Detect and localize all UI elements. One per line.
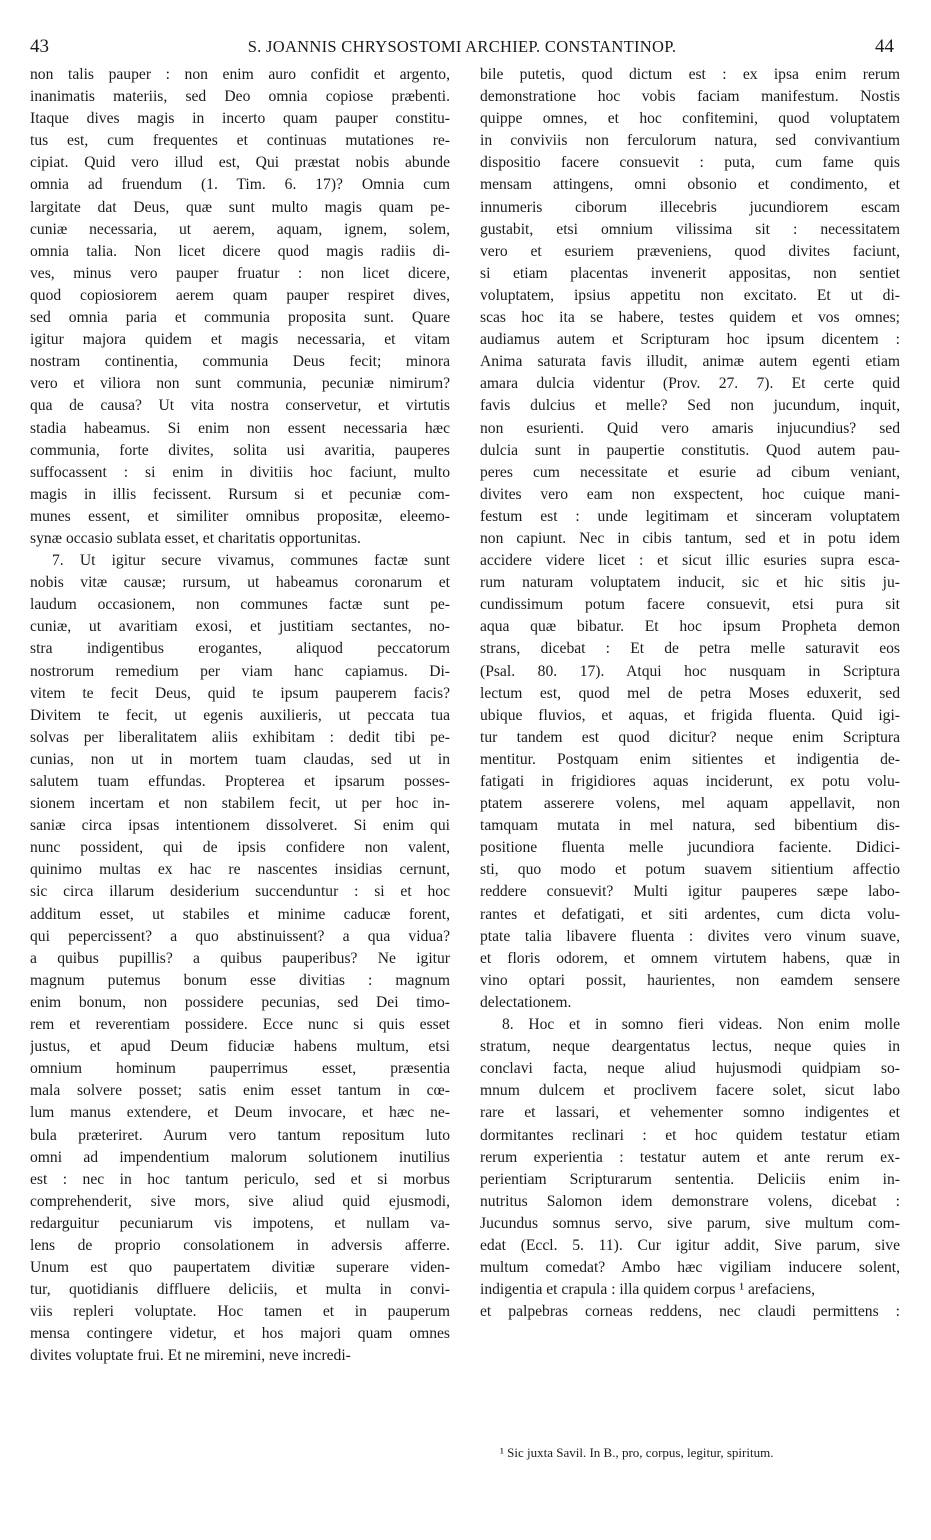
text-line: enim bonum, non possidere pecunias, sed Dei timo-: [30, 993, 450, 1011]
text-line: Jucundus somnus servo, sive parum, sive multum com-: [480, 1214, 900, 1232]
text-line: suffocassent : si enim in divitiis hoc faciunt, multo: [30, 463, 450, 481]
text-line: rare et lassari, et vehementer somno indigentes et: [480, 1104, 900, 1122]
text-line: indigentia et crapula : illa quidem corpus ¹ arefaciens,: [480, 1281, 816, 1299]
text-line: nunc possident, qui de ipsis confidere non valent,: [30, 839, 450, 857]
left-column: [30, 64, 450, 1368]
text-line: peres cum necessitate et esurie ad cibum veniant,: [480, 463, 900, 481]
text-line: Divitem te fecit, ut egenis auxilieris, ut peccata tua: [30, 706, 450, 724]
text-line: omnia ad fruendum (1. Tim. 6. 17)? Omnia cum: [30, 176, 450, 194]
text-line: quinimo multas ex hac re nascentes insidias cernunt,: [30, 861, 450, 879]
page-number-right: 44: [875, 36, 894, 57]
text-line: vero et esuriem præveniens, quod divites faciunt,: [480, 242, 900, 260]
text-line: conclavi facta, neque aliud hujusmodi quidpiam so-: [480, 1060, 900, 1078]
text-line: positione fluenta melle jucundiora faciente. Didici-: [480, 839, 900, 857]
text-line: voluptatem, ipsius appetitu non excitato. Et ut di-: [480, 286, 900, 304]
text-line: 7. Ut igitur secure vivamus, communes factæ sunt: [52, 552, 450, 570]
text-line: nostrorum remedium per viam hanc capiamus. Di-: [30, 662, 450, 680]
text-line: favis dulcius et melle? Sed non jucundum, inquit,: [480, 397, 900, 415]
text-line: ptate talia libavere fluenta : divites vero vinum suave,: [480, 927, 900, 945]
footnote: ¹ Sic juxta Savil. In B., pro, corpus, legitur, spiritum.: [500, 1445, 774, 1460]
text-line: dormitantes reclinari : et hoc quidem testatur etiam: [480, 1126, 900, 1144]
text-line: rantes et defatigati, et siti ardentes, cum dicta volu-: [480, 905, 900, 923]
text-line: nutritus Salomon idem demonstrare volens, dicebat :: [480, 1192, 900, 1210]
text-line: sic circa illarum desiderium succenduntur : si et hoc: [30, 883, 450, 901]
text-line: reddere consuevit? Multi igitur pauperes sæpe labo-: [480, 883, 900, 901]
text-line: bile putetis, quod dictum est : ex ipsa enim rerum: [480, 66, 900, 83]
page-header: [30, 36, 894, 60]
text-line: quod copiosiorem aerem quam pauper respiret dives,: [30, 286, 450, 304]
text-line: est : nec in hoc tantum periculo, sed et si morbus: [30, 1170, 450, 1188]
text-line: solvas per liberalitatem aliis exhibitam : dedit tibi pe-: [30, 728, 450, 746]
text-line: stadia habeamus. Si enim non essent necessaria hæc: [30, 419, 450, 437]
text-line: multum comedat? Ambo hæc vigiliam inducere solent,: [480, 1259, 900, 1277]
text-line: nostram continentia, communia Deus fecit; minora: [30, 353, 450, 371]
text-line: mensam attingens, omni obsonio et condimento, et: [480, 176, 900, 194]
text-line: rem et reverentiam possidere. Ecce nunc si quis esset: [30, 1016, 450, 1034]
text-line: lens de proprio consolationem in adversis afferre.: [30, 1236, 450, 1254]
text-line: scas hoc ita se habere, testes quidem et vos omnes;: [480, 309, 900, 327]
text-line: divites voluptate frui. Et ne miremini, neve incredi-: [30, 1347, 351, 1365]
text-line: vero et viliora non sunt communia, pecuniæ nimirum?: [30, 375, 450, 393]
text-line: vino optari possit, haurientes, non eamdem sensere: [480, 971, 900, 989]
text-line: strans, dicebat : Et de petra melle saturavit eos: [480, 640, 900, 658]
text-line: delectationem.: [480, 993, 572, 1011]
text-line: dispositio facere consuevit : puta, cum fame quis: [480, 154, 900, 172]
text-line: inanimatis materiis, sed Deo omnia copiose præbenti.: [30, 88, 450, 106]
text-line: communia, forte divites, solita usi avaritia, pauperes: [30, 441, 450, 459]
text-line: tus est, cum frequentes et continuas mutationes re-: [30, 132, 450, 150]
text-line: quippe omnes, et hoc confitemini, quod voluptatem: [480, 110, 900, 128]
right-column: [480, 64, 900, 1323]
text-line: et palpebras corneas reddens, nec claudi permittens :: [480, 1303, 900, 1321]
text-line: tamquam mutata in mel natura, sed bibentium dis-: [480, 817, 900, 835]
text-line: redarguitur pecuniarum vis impotens, et nullam va-: [30, 1214, 450, 1232]
text-line: sed omnia paria et communia proposita sunt. Quare: [30, 309, 450, 327]
running-title: S. JOANNIS CHRYSOSTOMI ARCHIEP. CONSTANTINOP.: [247, 37, 677, 56]
text-line: additum esset, ut stabiles et minime caducæ forent,: [30, 905, 450, 923]
text-line: cuniæ necessaria, ut aerem, aquam, ignem, solem,: [30, 220, 450, 238]
text-line: salutem tuam effundas. Propterea et ipsarum posses-: [30, 773, 450, 790]
text-line: saniæ circa ipsas intentionem dissolveret. Si enim qui: [30, 817, 450, 835]
text-line: a quibus pupillis? a quibus pauperibus? Ne igitur: [30, 949, 450, 967]
text-line: tur tandem est quod dicitur? neque enim Scriptura: [480, 728, 900, 746]
text-line: non capiunt. Nec in cibis tantum, sed et in potu idem: [480, 529, 900, 547]
text-line: si etiam placentas invenerit appositas, non sentiet: [480, 264, 900, 282]
text-line: rerum experientia : testatur autem et ante rerum ex-: [480, 1148, 900, 1166]
text-line: (Psal. 80. 17). Atqui hoc nusquam in Scriptura: [480, 662, 900, 680]
text-line: amara dulcia videntur (Prov. 27. 7). Et certe quid: [480, 375, 900, 393]
text-line: mnum dulcem et proclivem facere solet, sicut labo: [480, 1082, 900, 1100]
text-line: qua de causa? Ut vita nostra conservetur, et virtutis: [30, 397, 450, 415]
text-line: mentitur. Postquam enim sitientes et indigentia de-: [480, 750, 900, 768]
text-line: et floris odorem, et omnem virtutem habens, quæ in: [480, 949, 900, 967]
text-line: synæ occasio sublata esset, et charitatis opportunitas.: [30, 529, 361, 547]
text-line: non talis pauper : non enim auro confidit et argento,: [30, 66, 450, 83]
text-line: cunias, non ut in mortem tuam claudas, sed ut in: [30, 750, 450, 768]
text-line: munes essent, et similiter omnibus propositæ, eleemo-: [30, 507, 450, 525]
text-line: mensa contingere videtur, et hos majori quam omnes: [30, 1325, 450, 1343]
text-line: rum naturam voluptatem inducit, sic et hic sitis ju-: [480, 574, 900, 592]
text-line: tur, quotidianis diffluere deliciis, et multa in convi-: [30, 1281, 450, 1299]
text-line: gustabit, etsi omnium vilissima sit : necessitatem: [480, 220, 900, 238]
text-line: 8. Hoc et in somno fieri videas. Non enim molle: [502, 1016, 900, 1034]
text-line: laudum occasionem, non communes factæ sunt pe-: [30, 596, 450, 614]
text-line: comprehenderit, sive mors, sive aliud quid ejusmodi,: [30, 1192, 450, 1210]
text-line: aqua quæ bibatur. Et hoc ipsum Propheta demon: [480, 618, 900, 636]
text-line: cuniæ, ut avaritiam exosi, et justitiam sectantes, no-: [30, 618, 450, 636]
text-line: mala solvere posset; satis enim esset tantum in cœ-: [30, 1082, 450, 1100]
text-line: ubique fluvios, et aquas, et frigida fluenta. Quid igi-: [480, 706, 900, 724]
text-line: perientiam Scripturarum sententia. Deliciis enim in-: [480, 1170, 900, 1188]
text-line: Itaque dives magis in incerto quam pauper constitu-: [30, 110, 450, 128]
text-line: qui pepercissent? a quo abstinuissent? a qua vidua?: [30, 927, 450, 945]
text-line: stra indigentibus erogantes, aliquod peccatorum: [30, 640, 450, 658]
text-line: omnia talia. Non licet dicere quod magis radiis di-: [30, 242, 450, 260]
text-line: igitur majora quidem et magis necessaria, et vitam: [30, 331, 450, 349]
text-line: demonstratione hoc vobis faciam manifestum. Nostis: [480, 88, 900, 106]
text-line: sionem incertam et non stabilem fecit, ut per hoc in-: [30, 795, 450, 813]
text-line: cipiat. Quid vero illud est, Qui præstat nobis abunde: [30, 154, 450, 172]
text-line: lum manus extendere, et Deum invocare, et hæc ne-: [30, 1104, 450, 1122]
text-line: cundissimum potum facere consuevit, etsi pura sit: [480, 596, 900, 614]
text-line: nobis vitæ causæ; rursum, ut habeamus coronarum et: [30, 574, 450, 592]
text-line: viis repleri voluptate. Hoc tamen et in pauperum: [30, 1303, 450, 1321]
text-line: largitate dat Deus, quæ sunt multo magis quam pe-: [30, 198, 450, 216]
text-line: innumeris ciborum illecebris jucundiorem escam: [480, 198, 900, 216]
text-line: stratum, neque deargentatus lectus, neque quies in: [480, 1038, 900, 1056]
text-line: bula præteriret. Aurum vero tantum repositum luto: [30, 1126, 450, 1144]
text-line: divites vero eam non exspectent, hoc cuique mani-: [480, 485, 900, 503]
text-line: dulcia sunt in paupertie constitutis. Quod autem pau-: [480, 441, 900, 459]
text-line: fatigati in frigidiores aquas inciderunt, ex potu volu-: [480, 773, 900, 790]
text-line: accidere videre licet : et sicut illic esuries supra esca-: [480, 552, 900, 570]
page-number-left: 43: [30, 36, 49, 57]
text-line: justus, et apud Deum fiduciæ habens multum, etsi: [30, 1038, 450, 1056]
text-line: magis in illis fecissent. Rursum si et pecuniæ com-: [30, 485, 450, 503]
text-line: Anima saturata favis illudit, animæ autem egenti etiam: [480, 353, 900, 371]
text-line: Unum est quo paupertatem divitiæ superare viden-: [30, 1259, 450, 1277]
text-line: audiamus autem et Scripturam hoc ipsum dicentem :: [480, 331, 900, 349]
text-line: lectum est, quod mel de petra Moses eduxerit, sed: [480, 684, 900, 702]
text-line: ptatem asserere volens, mel aquam appellavit, non: [480, 795, 900, 813]
text-line: omni ad impendentium malorum solutionem inutilius: [30, 1148, 450, 1166]
text-line: non esurienti. Quid vero amaris injucundius? sed: [480, 419, 900, 437]
text-line: in conviviis non ferculorum natura, sed convivantium: [480, 132, 900, 150]
text-line: magnum putemus bonum esse divitias : magnum: [30, 971, 450, 989]
text-line: ves, minus vero pauper fruatur : non licet dicere,: [30, 264, 450, 282]
text-line: sti, quo modo et potum suavem sitientium affectio: [480, 861, 900, 879]
text-line: omnium hominum pauperrimus esset, præsentia: [30, 1060, 450, 1078]
text-line: festum est : unde legitimam et sinceram voluptatem: [480, 507, 900, 525]
text-line: edat (Eccl. 5. 11). Cur igitur addit, Sive parum, sive: [480, 1236, 900, 1254]
text-line: vitem te fecit Deus, quid te ipsum pauperem facis?: [30, 684, 450, 702]
